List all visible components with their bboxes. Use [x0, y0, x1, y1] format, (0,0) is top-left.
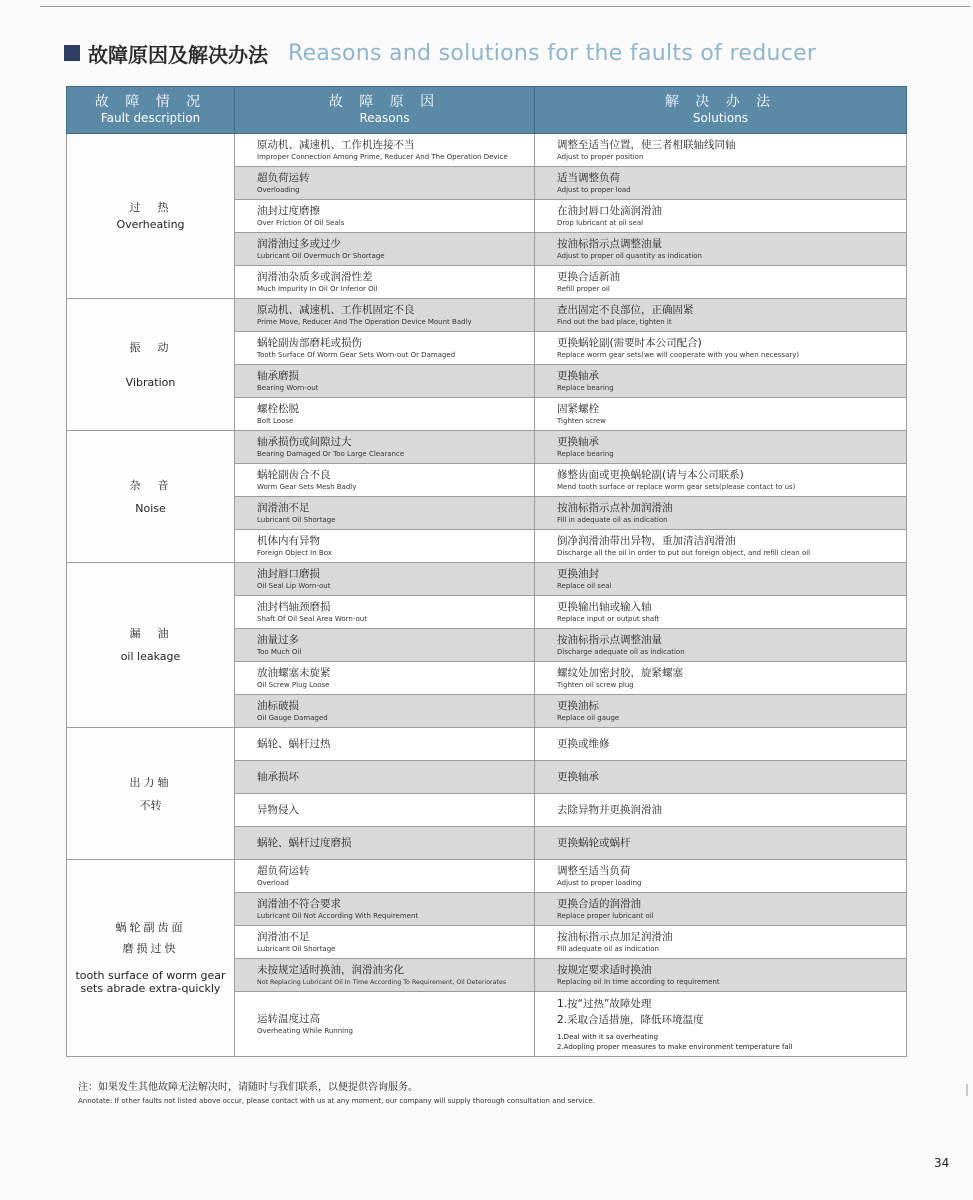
header-cn: 故 障 情 况: [94, 94, 207, 110]
solution-cn: 更换蜗轮或蜗杆: [557, 836, 631, 849]
header-en: Reasons: [359, 111, 410, 125]
reason-cn: 油量过多: [257, 633, 299, 646]
reason-en: Bearing Worn-out: [257, 383, 319, 392]
solution-cn: 更换油标: [557, 699, 599, 712]
reason-en: Foreign Object In Box: [257, 548, 332, 557]
solution-cell: [535, 365, 907, 398]
edge-mark: [966, 1084, 968, 1096]
solution-cn: 更换输出轴或输入轴: [557, 600, 652, 613]
reason-cell: [235, 992, 535, 1057]
solution-cell: [535, 563, 907, 596]
category-cn: 过 热: [129, 201, 172, 214]
solution-en: Adjust to proper position: [557, 152, 644, 161]
solution-en: Discharge adequate oil as indication: [557, 647, 685, 656]
table-row: [67, 134, 907, 167]
solution-en: Tighten screw: [557, 416, 606, 425]
solution-cn: 调整至适当负荷: [557, 864, 631, 877]
reason-en: Oil Gauge Damaged: [257, 713, 328, 722]
solution-en: Adjust to proper oil quantity as indication: [557, 251, 702, 260]
reason-cn: 机体内有异物: [257, 534, 320, 547]
reason-cn: 未按规定适时换油，润滑油劣化: [257, 963, 404, 976]
reason-cn: 原动机、减速机、工作机固定不良: [257, 303, 415, 316]
category-output-shaft-not-turning: [67, 728, 235, 860]
page-title: [64, 36, 816, 70]
solution-cell: [535, 893, 907, 926]
reason-cn: 运转温度过高: [257, 1012, 320, 1025]
reason-cn: 润滑油不符合要求: [257, 897, 341, 910]
category-tooth-surface-abrade: [67, 860, 235, 1057]
reason-cell: [235, 827, 535, 860]
reason-cn: 螺栓松脱: [257, 402, 299, 415]
solution-cn: 更换轴承: [557, 770, 599, 783]
solution-en: Fill adequate oil as indication: [557, 944, 659, 953]
solution-en: 1.Deal with it sa overheating: [557, 1033, 659, 1041]
solution-cell: [535, 695, 907, 728]
reason-cn: 润滑油过多或过少: [257, 237, 341, 250]
reason-cn: 蜗轮、蜗杆过度磨损: [257, 836, 352, 849]
reason-cn: 异物侵入: [257, 803, 299, 816]
table-row: [67, 431, 907, 464]
solution-cn: 更换或维修: [557, 737, 610, 750]
header-reasons: [235, 87, 535, 134]
category-en: oil leakage: [120, 650, 181, 663]
reason-cell: [235, 167, 535, 200]
solution-cell: [535, 992, 907, 1057]
solution-en: Replace worm gear sets(we will cooperate with you when necessary): [557, 350, 800, 359]
table-row: [67, 563, 907, 596]
reason-cell: [235, 926, 535, 959]
solution-cn: 按规定要求适时换油: [557, 963, 652, 976]
category-cn-line2: 磨损过快: [122, 942, 179, 955]
solution-en: Replace proper lubricant oil: [557, 911, 654, 920]
reason-cell: [235, 959, 535, 992]
solution-en: Fill in adequate oil as indication: [557, 515, 668, 524]
reason-en: Lubricant Oil Overmuch Or Shortage: [257, 251, 385, 260]
solution-cell: [535, 827, 907, 860]
solution-en: Adjust to proper loading: [557, 878, 642, 887]
reason-cn: 润滑油不足: [257, 501, 310, 514]
reason-cn: 放油螺塞未旋紧: [257, 666, 331, 679]
solution-cell: [535, 662, 907, 695]
solution-en: Replace oil seal: [557, 581, 612, 590]
reason-cn: 油标破损: [257, 699, 299, 712]
solution-cell: [535, 299, 907, 332]
category-overheating: [67, 134, 235, 299]
solution-cell: [535, 926, 907, 959]
solution-cell: [535, 266, 907, 299]
solution-cell: [535, 794, 907, 827]
solution-en: Find out the bad place, tighten it: [557, 317, 672, 326]
solution-cn-line2: 2.采取合适措施，降低环境温度: [557, 1014, 704, 1026]
reason-en: Lubricant Oil Not According With Requirement: [257, 911, 419, 920]
category-en: Noise: [135, 501, 166, 515]
reason-cn: 润滑油不足: [257, 930, 310, 943]
reason-cell: [235, 893, 535, 926]
reason-en: Lubricant Oil Shortage: [257, 515, 336, 524]
header-solutions: [535, 87, 907, 134]
category-cn: 杂 音: [129, 478, 172, 492]
header-cn: 故 障 原 因: [328, 94, 441, 110]
reason-cell: [235, 266, 535, 299]
reason-cn: 蜗轮副齿合不良: [257, 468, 331, 481]
solution-cn: 更换合适的润滑油: [557, 897, 641, 910]
solution-en: Replace input or output shaft: [557, 614, 660, 623]
category-vibration: [67, 299, 235, 431]
reason-cell: [235, 695, 535, 728]
solution-cn: 在油封唇口处滴润滑油: [557, 204, 662, 217]
reason-cell: [235, 563, 535, 596]
solution-cn: 调整至适当位置，使三者相联轴线同轴: [557, 138, 736, 151]
category-en: tooth surface of worm gear sets abrade extra-quickly: [75, 969, 226, 995]
solution-cell: [535, 959, 907, 992]
solution-cell: [535, 167, 907, 200]
solution-cn: 去除异物并更换润滑油: [557, 803, 662, 816]
reason-cn: 润滑油杂质多或润滑性差: [257, 270, 373, 283]
category-noise: [67, 431, 235, 563]
reason-en: Too Much Oil: [257, 647, 302, 656]
reason-en: Overheating While Running: [257, 1026, 354, 1035]
reason-en: Tooth Surface Of Worm Gear Sets Worn-out Or Damaged: [257, 350, 456, 359]
category-en: Overheating: [116, 218, 185, 231]
reason-cell: [235, 629, 535, 662]
reason-en: Over Friction Of Oil Seals: [257, 218, 345, 227]
reason-en: Shaft Of Oil Seal Area Worn-out: [257, 614, 367, 623]
title-square-icon: [64, 45, 80, 61]
solution-cn: 更换油封: [557, 567, 599, 580]
solution-cell: [535, 398, 907, 431]
solution-en: Tighten oil screw plug: [557, 680, 634, 689]
reason-cell: [235, 299, 535, 332]
reason-cn: 蜗轮、蜗杆过热: [257, 737, 331, 750]
reason-cell: [235, 596, 535, 629]
category-cn: 出力轴: [129, 775, 172, 789]
page-number: 34: [934, 1156, 950, 1170]
solution-cn: 倒净润滑油带出异物，重加清洁润滑油: [557, 534, 736, 547]
solution-cn: 固紧螺栓: [557, 402, 599, 415]
header-en: Solutions: [692, 111, 749, 125]
reason-cell: [235, 860, 535, 893]
reason-cn: 原动机、减速机、工作机连接不当: [257, 138, 415, 151]
header-fault-description: [67, 87, 235, 134]
reason-cn: 超负荷运转: [257, 171, 310, 184]
solution-cn: 更换轴承: [557, 435, 599, 448]
reason-cn: 油封档轴颈磨损: [257, 600, 331, 613]
reason-en: Prime Move, Reducer And The Operation Device Mount Badly: [257, 317, 472, 326]
reason-cell: [235, 761, 535, 794]
solution-cell: [535, 200, 907, 233]
solution-cn: 更换合适新油: [557, 270, 620, 283]
solution-cell: [535, 596, 907, 629]
reason-cell: [235, 431, 535, 464]
solution-cn: 按油标指示点补加润滑油: [557, 501, 673, 514]
solution-cn: 按油标指示点调整油量: [557, 237, 662, 250]
solution-cn: 修整齿面或更换蜗轮副(请与本公司联系): [557, 468, 744, 481]
table-row: [67, 299, 907, 332]
reason-en: Not Replacing Lubricant Oil In Time According To Requirement, Oil Deteriorates: [257, 978, 507, 986]
solution-cn: 按油标指示点调整油量: [557, 633, 662, 646]
reason-cell: [235, 134, 535, 167]
solution-en: Replace bearing: [557, 449, 614, 458]
category-cn: 振 动: [129, 340, 172, 354]
solution-en: Refill proper oil: [557, 284, 610, 293]
reason-cell: [235, 662, 535, 695]
solution-en: Adjust to proper load: [557, 185, 631, 194]
table-row: [67, 860, 907, 893]
category-oil-leakage: [67, 563, 235, 728]
reason-en: Improper Connection Among Prime, Reducer And The Operation Device: [257, 152, 508, 161]
table-row: [67, 728, 907, 761]
solution-en-line2: 2.Adopling proper measures to make environment temperature fall: [557, 1043, 793, 1051]
solution-cn: 查出固定不良部位，正确固紧: [557, 303, 694, 316]
solution-cn: 更换轴承: [557, 369, 599, 382]
solution-cell: [535, 464, 907, 497]
header-cn: 解 决 办 法: [664, 94, 777, 110]
solution-cell: [535, 761, 907, 794]
reason-en: Much Impurity In Oil Or Inferior Oil: [257, 284, 378, 293]
reason-en: Oil Seal Lip Worn-out: [257, 581, 331, 590]
category-cn-line2: 不转: [139, 798, 162, 812]
solution-cell: [535, 431, 907, 464]
reason-cell: [235, 332, 535, 365]
table-header-row: [67, 87, 907, 134]
reason-en: Lubricant Oil Shortage: [257, 944, 336, 953]
reason-en: Overload: [257, 878, 289, 887]
solution-cell: [535, 629, 907, 662]
solution-en: Replace bearing: [557, 383, 614, 392]
reason-cn: 轴承损伤或间隙过大: [257, 435, 352, 448]
title-chinese: 故障原因及解决办法: [88, 42, 268, 67]
reason-en: Bolt Loose: [257, 416, 294, 425]
reason-cell: [235, 497, 535, 530]
solution-cell: [535, 497, 907, 530]
solution-cn: 1.按“过热”故障处理: [557, 998, 652, 1010]
reason-en: Oil Screw Plug Loose: [257, 680, 330, 689]
footnote-en: Annotate: If other faults not listed above occur, please contact with us at any moment, our company will supply thorough consultation and service.: [78, 1097, 595, 1105]
reason-cn: 轴承损坏: [257, 770, 299, 783]
top-rule: [40, 6, 970, 7]
solution-en: Replacing oil In time according to requirement: [557, 977, 720, 986]
footnote: [78, 1078, 595, 1105]
solution-cn: 适当调整负荷: [557, 171, 620, 184]
solution-cell: [535, 728, 907, 761]
solution-en: Mend tooth surface or replace worm gear sets(please contact to us): [557, 482, 796, 491]
category-cn: 蜗轮副齿面: [115, 921, 186, 934]
reason-en: Overloading: [257, 185, 300, 194]
solution-en: Replace oil gauge: [557, 713, 620, 722]
reason-cn: 蜗轮副齿部磨耗或损伤: [257, 336, 362, 349]
solution-cell: [535, 233, 907, 266]
reason-cell: [235, 200, 535, 233]
reason-cell: [235, 464, 535, 497]
solution-cell: [535, 134, 907, 167]
reason-cell: [235, 365, 535, 398]
solution-cn: 螺纹处加密封胶，旋紧螺塞: [557, 666, 683, 679]
category-en: Vibration: [125, 375, 176, 389]
solution-cell: [535, 332, 907, 365]
solution-cn: 更换蜗轮副(需要时本公司配合): [557, 336, 702, 349]
reason-cell: [235, 728, 535, 761]
reason-cn: 油封唇口磨损: [257, 567, 320, 580]
reason-cell: [235, 530, 535, 563]
reason-cell: [235, 233, 535, 266]
title-english: Reasons and solutions for the faults of reducer: [288, 40, 817, 66]
reason-en: Bearing Damaged Or Too Large Clearance: [257, 449, 405, 458]
solution-cn: 按油标指示点加足润滑油: [557, 930, 673, 943]
reason-cn: 超负荷运转: [257, 864, 310, 877]
fault-table: [66, 86, 907, 1057]
reason-cell: [235, 794, 535, 827]
solution-en: Drop lubricant at oil seal: [557, 218, 644, 227]
reason-en: Worm Gear Sets Mesh Badly: [257, 482, 357, 491]
solution-cell: [535, 860, 907, 893]
reason-cell: [235, 398, 535, 431]
footnote-cn: 注：如果发生其他故障无法解决时，请随时与我们联系，以便提供咨询服务。: [78, 1082, 418, 1093]
solution-cell: [535, 530, 907, 563]
category-cn: 漏 油: [129, 627, 172, 640]
solution-en: Discharge all the oil in order to put out foreign object, and refill clean oil: [557, 548, 811, 557]
reason-cn: 油封过度磨擦: [257, 204, 320, 217]
header-en: Fault description: [100, 111, 201, 125]
reason-cn: 轴承磨损: [257, 369, 299, 382]
